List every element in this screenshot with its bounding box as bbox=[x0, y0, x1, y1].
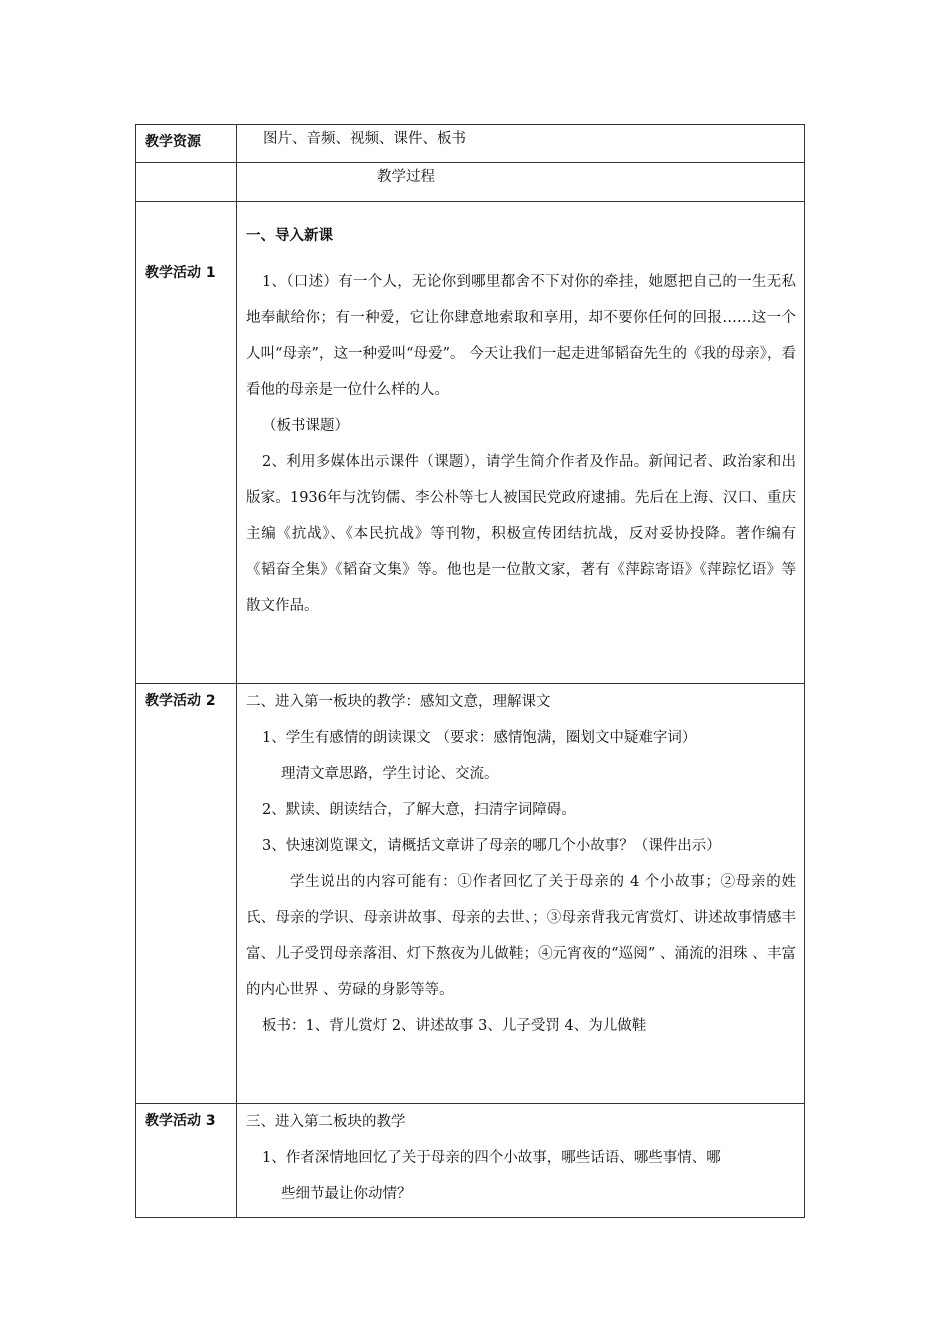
activity1-label-cell bbox=[136, 202, 237, 684]
activity1-paragraph-2: （板书课题） bbox=[262, 418, 349, 434]
activity2-content-cell bbox=[237, 684, 805, 1104]
activity2-paragraph-4: 2、默读、朗读结合，了解大意，扫清字词障碍。 bbox=[262, 802, 576, 818]
resources-row bbox=[136, 125, 805, 163]
activity2-label: 教学活动 2 bbox=[145, 693, 216, 709]
activity1-row bbox=[136, 202, 805, 684]
activity3-row bbox=[136, 1104, 805, 1218]
activity3-paragraph-2: 1、作者深情地回忆了关于母亲的四个小故事，哪些话语、哪些事情、哪 bbox=[262, 1150, 721, 1166]
activity1-heading: 一、导入新课 bbox=[246, 228, 333, 244]
lesson-plan-table bbox=[135, 124, 805, 1218]
process-row bbox=[136, 163, 805, 202]
activity2-paragraph-6: 学生说出的内容可能有：①作者回忆了关于母亲的 4 个小故事；②母亲的姓氏、母亲的学识、母亲讲故事、母亲的去世、；③母亲背我元宵赏灯、讲述故事情感丰富、儿子受罚母亲落泪、灯下熬夜为儿做鞋；④元宵夜的“巡阅” 、涌流的泪珠 、丰富的内心世界 、劳碌的身影等等。 bbox=[246, 874, 796, 998]
activity1-content-cell bbox=[237, 202, 805, 684]
activity3-paragraph-3: 些细节最让你动情？ bbox=[281, 1186, 412, 1202]
activity2-row bbox=[136, 684, 805, 1104]
activity1-paragraph-3: 2、利用多媒体出示课件（课题），请学生简介作者及作品。新闻记者、政治家和出版家。1936年与沈钧儒、李公朴等七人被国民党政府逮捕。先后在上海、汉口、重庆主编《抗战》、《本民抗战》等刊物，积极宣传团结抗战，反对妥协投降。著作编有《韬奋全集》《韬奋文集》等。他也是一位散文家，著有《萍踪寄语》《萍踪忆语》等散文作品。 bbox=[246, 454, 796, 614]
resources-label: 教学资源 bbox=[145, 134, 201, 150]
activity1-paragraph-1: 1、（口述）有一个人，无论你到哪里都舍不下对你的牵挂，她愿把自己的一生无私地奉献给你；有一种爱，它让你肆意地索取和享用，却不要你任何的回报……这一个人叫“母亲”，这一种爱叫“母爱”。 今天让我们一起走进邹韬奋先生的《我的母亲》，看看他的母亲是一位什么样的人。 bbox=[246, 274, 796, 398]
activity2-paragraph-7: 板书：1、背儿赏灯 2、讲述故事 3、儿子受罚 4、为儿做鞋 bbox=[262, 1018, 647, 1034]
activity3-label: 教学活动 3 bbox=[145, 1113, 216, 1129]
activity2-paragraph-3: 理清文章思路，学生讨论、交流。 bbox=[281, 766, 499, 782]
process-title-cell bbox=[237, 163, 805, 202]
activity1-label: 教学活动 1 bbox=[145, 265, 216, 281]
resources-label-cell bbox=[136, 125, 237, 163]
activity2-label-cell bbox=[136, 684, 237, 1104]
activity2-paragraph-2: 1、学生有感情的朗读课文 （要求：感情饱满，圈划文中疑难字词） bbox=[262, 730, 697, 746]
process-title: 教学过程 bbox=[377, 169, 435, 185]
resources-content-cell bbox=[237, 125, 805, 163]
activity3-label-cell bbox=[136, 1104, 237, 1218]
resources-content: 图片、音频、视频、课件、板书 bbox=[263, 131, 466, 147]
activity3-content-cell bbox=[237, 1104, 805, 1218]
process-empty-cell bbox=[136, 163, 237, 202]
activity2-paragraph-5: 3、快速浏览课文，请概括文章讲了母亲的哪几个小故事？（课件出示） bbox=[262, 838, 721, 854]
activity2-paragraph-1: 二、进入第一板块的教学：感知文意，理解课文 bbox=[246, 694, 551, 710]
activity3-paragraph-1: 三、进入第二板块的教学 bbox=[246, 1114, 406, 1130]
